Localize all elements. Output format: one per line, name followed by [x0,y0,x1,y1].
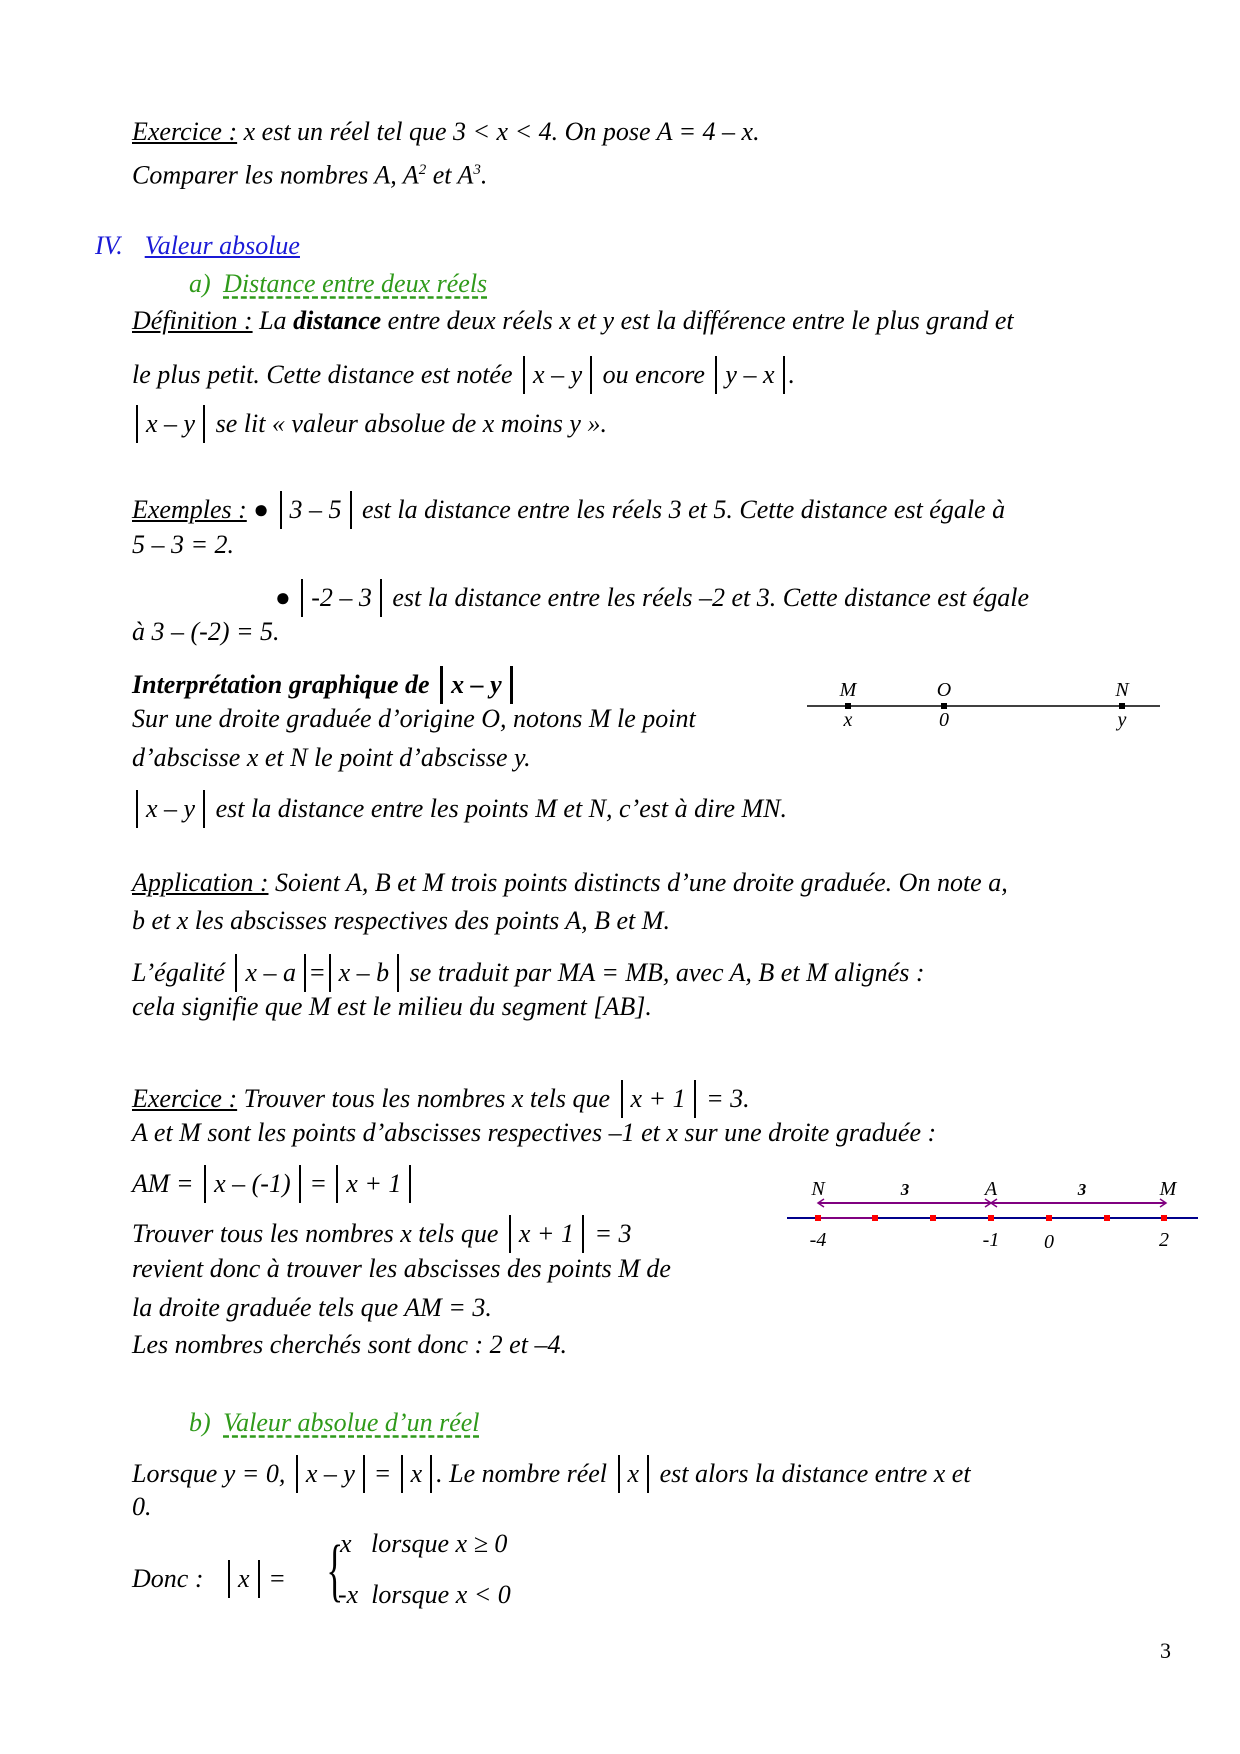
tick-label: -1 [982,1229,1000,1251]
label-y: y [1117,709,1127,731]
text: Les nombres cherchés sont donc : 2 et –4. [132,1330,567,1359]
examples-line4 [132,617,280,647]
exponent: 3 [473,162,481,178]
tick [988,1215,994,1221]
tick [815,1215,821,1221]
subsection-title: Distance entre deux réels [223,269,488,298]
equals: = [304,1169,333,1198]
absolute-value: x – y [136,790,205,828]
text: à 3 – (-2) = 5. [132,617,280,646]
definition-line1 [132,306,1014,336]
text: Donc : [132,1564,210,1593]
tick [1046,1215,1052,1221]
interpretation-title [132,666,517,704]
text: le plus petit. Cette distance est notée [132,360,520,389]
text: ou encore [596,360,712,389]
examples-line1 [132,491,1005,529]
text: est alors la distance entre x et [653,1459,971,1488]
definition-line2 [132,356,795,394]
tick-label: 2 [1159,1229,1169,1251]
distance-label: 3 [900,1180,910,1199]
examples-line2 [132,530,234,560]
subsection-letter: a) [189,269,211,298]
absolute-value: 3 – 5 [280,491,352,529]
interpretation-line2 [132,743,531,773]
brace-icon: { [326,1532,344,1609]
abs-def-line2 [132,1492,152,1522]
label-m: M [1159,1178,1177,1200]
tick-label: 0 [1044,1231,1054,1253]
absolute-value: x – (-1) [204,1165,301,1203]
exercise2-line4 [132,1215,632,1253]
examples-line3 [275,579,1029,617]
text: x est un réel tel que 3 < x < 4. On pose A = 4 – x. [237,117,760,146]
text: L’égalité [132,958,232,987]
exercise1-line1 [132,117,760,147]
absolute-value: x [401,1455,433,1493]
bold-term: distance [293,306,382,335]
text: Trouver tous les nombres x tels que [237,1084,617,1113]
text: Lorsque y = 0, [132,1459,292,1488]
text: 0. [132,1492,152,1521]
text: 5 – 3 = 2. [132,530,235,559]
text: cela signifie que M est le milieu du segment [AB]. [132,992,652,1021]
text: La [252,306,294,335]
exercise2-line2 [132,1118,936,1148]
label-x: x [843,709,853,731]
application-label: Application : [132,868,269,897]
absolute-value: x + 1 [621,1080,696,1118]
interpretation-line3 [132,790,787,828]
section-number: IV. [95,231,123,260]
subsection-a [189,269,487,299]
label-a: A [984,1178,998,1200]
tick [1161,1215,1167,1221]
text: Trouver tous les nombres x tels que [132,1219,505,1248]
text: . Le nombre réel [436,1459,614,1488]
absolute-value: x [228,1560,260,1598]
absolute-value: x – y [523,356,592,394]
label-n: N [1115,679,1129,701]
subsection-letter: b) [189,1408,211,1437]
exponent: 2 [418,162,427,178]
subsection-title: Valeur absolue d’un réel [223,1408,480,1437]
interpretation-line1 [132,704,696,734]
definition-line3 [132,405,607,443]
abs-def-donc [132,1560,285,1598]
definition-label: Définition : [132,306,253,335]
text: = 3 [587,1219,632,1248]
application-line3 [132,954,925,992]
case-1: x lorsque x ≥ 0 [340,1529,508,1558]
distance-label: 3 [1077,1180,1087,1199]
exercise2-line7 [132,1330,567,1360]
tick [1104,1215,1110,1221]
absolute-value: x – b [329,954,400,992]
tick-label: -4 [809,1229,827,1251]
text: Comparer les nombres A, A [132,160,419,190]
text: se lit « valeur absolue de x moins y ». [209,409,607,438]
absolute-value: x [618,1455,650,1493]
text: et A [426,160,474,190]
text: est la distance entre les réels 3 et 5. Cette distance est égale à [355,495,1006,524]
application-line2 [132,906,670,936]
absolute-value: y – x [715,356,784,394]
absolute-value: x – y [296,1455,365,1493]
subsection-b [189,1408,480,1438]
text: se traduit par MA = MB, avec A, B et M alignés : [403,958,925,987]
exercise2-line6 [132,1293,492,1323]
tick [872,1215,878,1221]
heading: Interprétation graphique de [132,670,437,699]
tick [930,1215,936,1221]
text: revient donc à trouver les abscisses des points M de [132,1254,671,1283]
text: la droite graduée tels que AM = 3. [132,1293,492,1322]
application-line4 [132,992,652,1022]
examples-label: Exemples : [132,495,247,524]
equals: = [309,958,325,987]
text: . [480,160,488,190]
section-heading [95,231,300,261]
exercise-label: Exercice : [132,1084,238,1113]
case-2: -x lorsque x < 0 [338,1580,511,1609]
exercise2-line5 [132,1254,671,1284]
absolute-value: x – y [136,405,205,443]
exercise2-line1 [132,1080,750,1118]
text: est la distance entre les réels –2 et 3. Cette distance est égale [385,583,1029,612]
label-n: N [811,1178,825,1200]
absolute-value: -2 – 3 [301,579,382,617]
exercise-label: Exercice : [132,117,238,146]
equals: = [368,1459,397,1488]
text: Soient A, B et M trois points distincts d’une droite graduée. On note a, [268,868,1008,897]
page-number: 3 [1160,1638,1171,1663]
text: d’abscisse x et N le point d’abscisse y. [132,743,531,772]
abs-def-line1 [132,1455,971,1493]
absolute-value: x – y [440,666,513,704]
text: = 3. [699,1084,750,1113]
section-title: Valeur absolue [144,231,300,260]
label-zero: 0 [939,709,949,731]
text: . [788,360,795,389]
text: A et M sont les points d’abscisses respectives –1 et x sur une droite graduée : [132,1118,937,1147]
absolute-value: x + 1 [509,1215,584,1253]
text: AM = [132,1169,201,1198]
text: entre deux réels x et y est la différence entre le plus grand et [381,306,1014,335]
absolute-value: x + 1 [336,1165,411,1203]
number-line-diagram-1 [800,670,1170,740]
equals: = [263,1564,285,1593]
label-m: M [839,679,857,701]
number-line-diagram-2 [780,1160,1240,1260]
absolute-value: x – a [235,954,306,992]
text: b et x les abscisses respectives des points A, B et M. [132,906,670,935]
exercise2-line3 [132,1165,415,1203]
bullet-icon: ● [253,495,269,524]
bullet-icon: ● [275,583,291,612]
application-line1 [132,868,1008,898]
label-o: O [936,679,952,701]
text: Sur une droite graduée d’origine O, notons M le point [132,704,696,733]
text: est la distance entre les points M et N, c’est à dire MN. [209,794,788,823]
exercise1-line2 [132,155,487,191]
